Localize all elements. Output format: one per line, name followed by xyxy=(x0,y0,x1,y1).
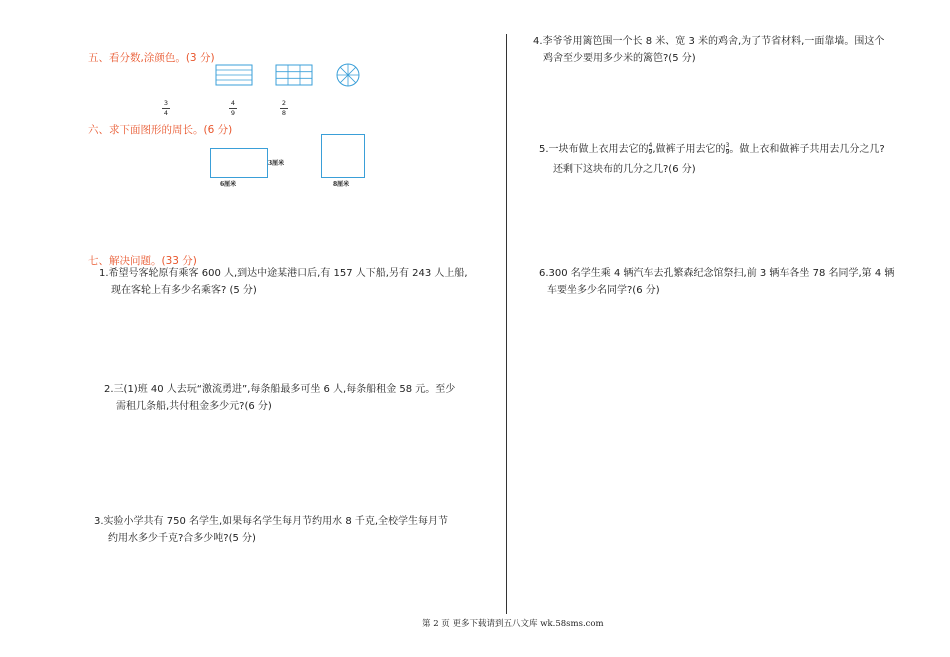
question-5-text-a: 5.一块布做上衣用去它的 xyxy=(539,144,649,155)
question-3-line1: 3.实验小学共有 750 名学生,如果每名学生每月节约用水 8 千克,全校学生每月节 xyxy=(94,516,449,527)
eight-sector-circle[interactable] xyxy=(337,64,359,86)
rectangle-shape xyxy=(210,148,268,178)
fraction-numerator: 3 xyxy=(725,141,730,149)
page-footer: 第 2 页 更多下载请到五八文库 wk.58sms.com xyxy=(422,619,604,629)
fraction-three-quarters xyxy=(161,100,171,117)
fraction-denominator: 9 xyxy=(230,109,236,117)
section7-heading: 七、解决问题。(33 分) xyxy=(88,255,197,267)
question-5-text-b: ,做裤子用去它的 xyxy=(652,144,726,155)
question-4 xyxy=(533,33,884,67)
section5-shapes xyxy=(212,62,362,88)
four-strip-rectangle[interactable] xyxy=(216,65,252,85)
question-5-text-c: 。做上衣和做裤子共用去几分之几? xyxy=(729,144,885,155)
fraction-denominator: 8 xyxy=(281,109,287,117)
question-5-line1 xyxy=(539,141,885,158)
fraction-numerator: 2 xyxy=(281,99,287,107)
rectangle-width-label: 6厘米 xyxy=(220,181,237,188)
square-side-label: 8厘米 xyxy=(333,181,350,188)
fraction-four-ninths xyxy=(228,100,238,117)
fraction-numerator: 4 xyxy=(648,141,653,149)
fraction-numerator: 4 xyxy=(230,99,236,107)
fraction-numerator: 3 xyxy=(163,99,169,107)
question-1-line2: 现在客轮上有多少名乘客? (5 分) xyxy=(111,285,257,296)
question-3-line2: 约用水多少千克?合多少吨?(5 分) xyxy=(108,533,256,544)
question-2-line1: 2.三(1)班 40 人去玩“激流勇进”,每条船最多可坐 6 人,每条船租金 58 元。至少 xyxy=(104,384,456,395)
column-divider xyxy=(506,34,507,614)
question-2 xyxy=(104,381,455,415)
section5-heading: 五、看分数,涂颜色。(3 分) xyxy=(88,52,215,64)
rectangle-height-label: 3厘米 xyxy=(268,160,285,167)
question-6 xyxy=(539,265,894,299)
question-1 xyxy=(99,265,468,299)
question-6-line2: 车要坐多少名同学?(6 分) xyxy=(547,285,660,296)
question-5-line2: 还剩下这块布的几分之几?(6 分) xyxy=(553,164,696,175)
fraction-denominator: 9 xyxy=(725,148,730,156)
question-6-line1: 6.300 名学生乘 4 辆汽车去孔繁森纪念馆祭扫,前 3 辆车各坐 78 名同学,第 4 辆 xyxy=(539,268,895,279)
nine-cell-grid[interactable] xyxy=(276,65,312,85)
question-4-line1: 4.李爷爷用篱笆围一个长 8 米、宽 3 米的鸡舍,为了节省材料,一面靠墙。围这个 xyxy=(533,36,885,47)
section6-heading: 六、求下面图形的周长。(6 分) xyxy=(88,124,233,136)
fraction-two-eighths xyxy=(279,100,289,117)
question-1-line1: 1.希望号客轮原有乘客 600 人,到达中途某港口后,有 157 人下船,另有 243 人上船, xyxy=(99,268,468,279)
fraction-denominator: 4 xyxy=(163,109,169,117)
question-5 xyxy=(539,141,885,178)
question-3 xyxy=(94,513,448,547)
question-4-line2: 鸡舍至少要用多少米的篱笆?(5 分) xyxy=(543,53,696,64)
question-2-line2: 需租几条船,共付租金多少元?(6 分) xyxy=(116,401,272,412)
fraction-denominator: 9 xyxy=(648,148,653,156)
square-shape xyxy=(321,134,365,178)
